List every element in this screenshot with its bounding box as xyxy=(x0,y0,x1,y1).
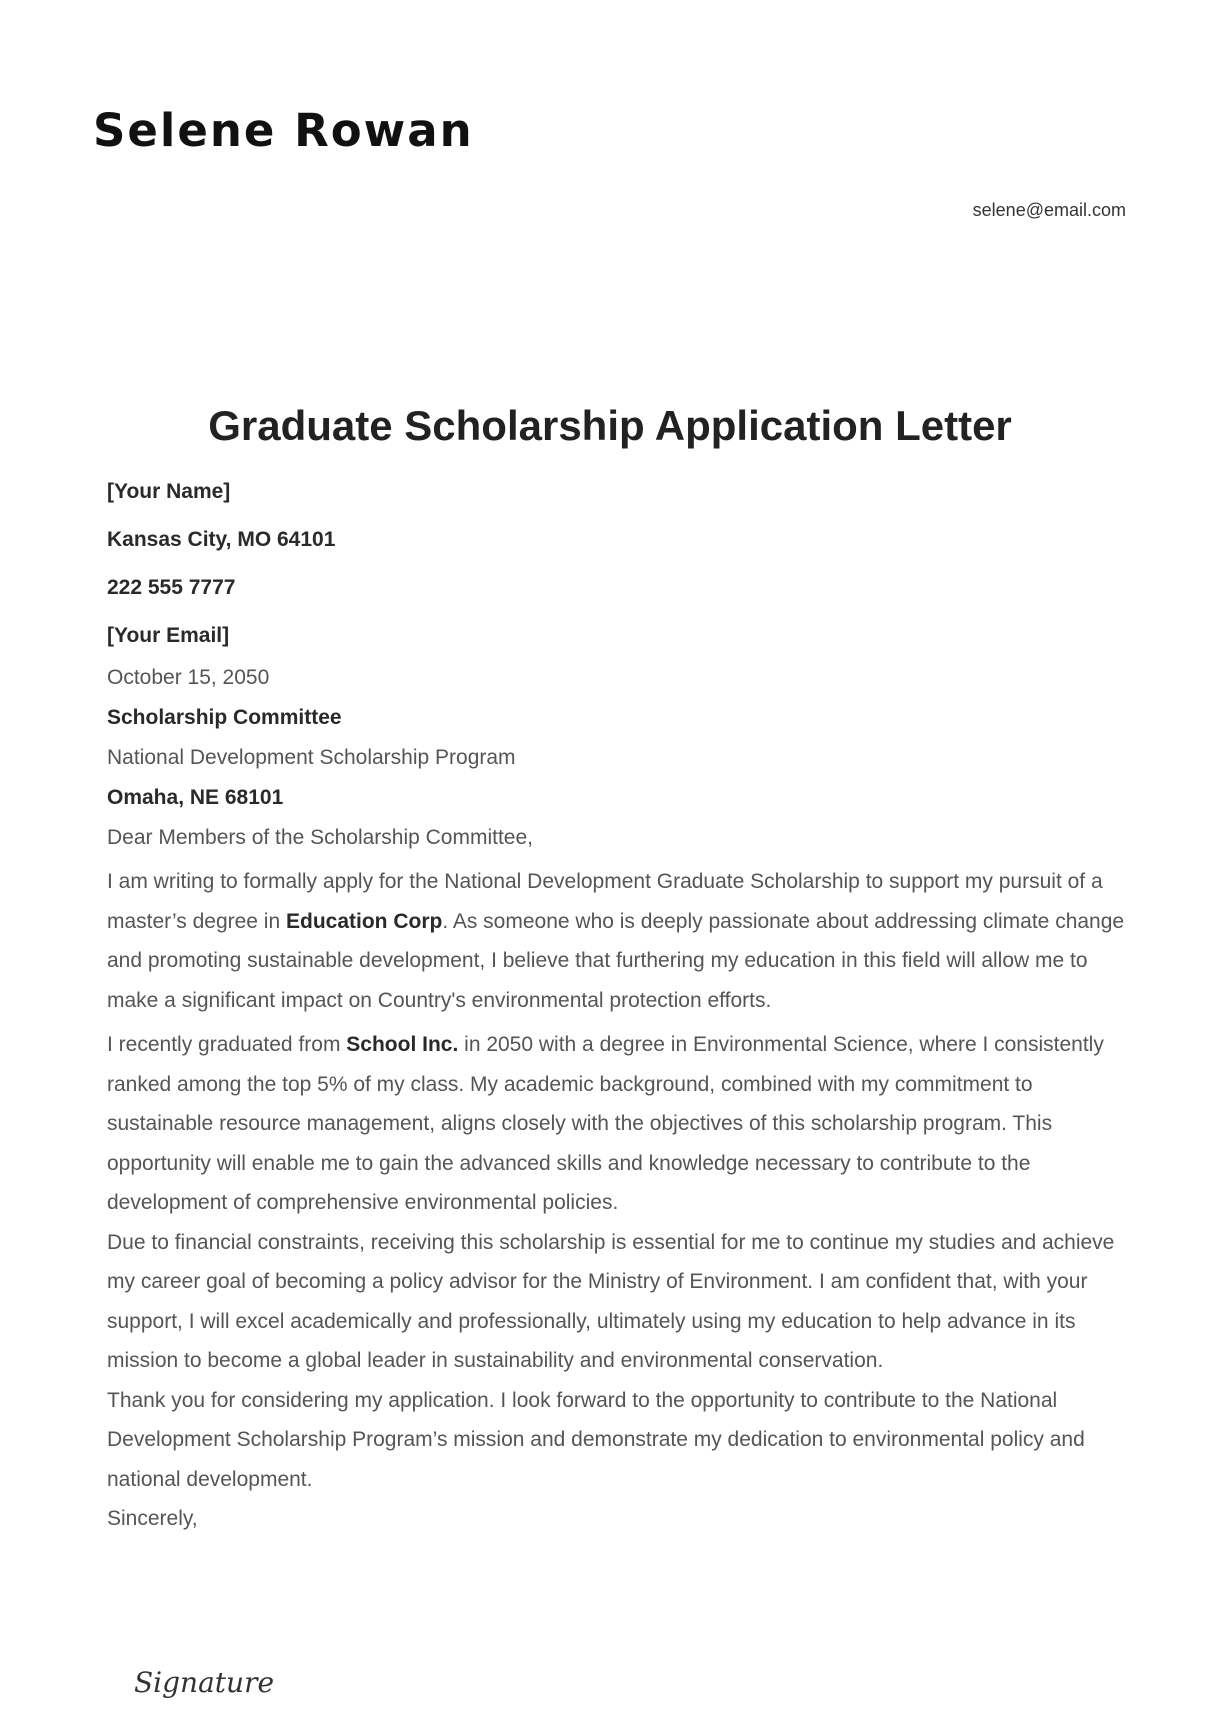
sender-phone: 222 555 7777 xyxy=(107,576,236,599)
salutation: Dear Members of the Scholarship Committee, xyxy=(107,826,533,849)
recipient-title: Scholarship Committee xyxy=(107,706,342,729)
letter-title: Graduate Scholarship Application Letter xyxy=(208,402,1012,449)
school-name: School Inc. xyxy=(346,1033,459,1056)
signature-image xyxy=(130,1658,280,1708)
paragraph-intro-text-2: . As someone who is deeply passionate about addressing climate change and promoting sustainable development, I believe that furthering my education in this field will allow me to make a significant impact on Country's environmental protection efforts. xyxy=(107,909,1125,1012)
sender-email: [Your Email] xyxy=(107,624,230,647)
sender-block xyxy=(107,476,1127,662)
closing: Sincerely, xyxy=(107,1507,198,1530)
degree-field: Education Corp xyxy=(285,909,443,933)
sender-address: Kansas City, MO 64101 xyxy=(107,528,336,551)
letter-body xyxy=(107,476,1127,1539)
signature-text: Signature xyxy=(134,1666,275,1699)
paragraph-financial: Due to financial constraints, receiving this scholarship is essential for me to continue my studies and achieve my career goal of becoming a policy advisor for the Ministry of Environment. I am confident that, with your support, I will excel academically and professionally, ultimately using my education to help advance in its mission to become a global leader in sustainability and environmental conservation. xyxy=(107,1230,1115,1372)
paragraph-background xyxy=(107,1025,1127,1223)
header-name: Selene Rowan xyxy=(93,104,474,157)
recipient-address: Omaha, NE 68101 xyxy=(107,786,284,809)
sender-name: [Your Name] xyxy=(107,480,231,503)
paragraph-intro xyxy=(107,862,1127,1020)
paragraph-background-text-1: I recently graduated from xyxy=(107,1033,347,1056)
recipient-block xyxy=(107,662,1127,862)
recipient-organization: National Development Scholarship Program xyxy=(107,746,516,769)
header-email: selene@email.com xyxy=(972,200,1126,220)
paragraph-intro-text-1: I am writing to formally apply for the National Development Graduate Scholarship to support my pursuit of a master’s degree in xyxy=(107,870,1103,933)
paragraph-thanks: Thank you for considering my application. I look forward to the opportunity to contribute to the National Development Scholarship Program’s mission and demonstrate my dedication to environmental policy and national development. xyxy=(107,1388,1085,1491)
paragraph-background-text-2: in 2050 with a degree in Environmental Science, where I consistently ranked among the top 5% of my class. My academic background, combined with my commitment to sustainable resource management, aligns closely with the objectives of this scholarship program. This opportunity will enable me to gain the advanced skills and knowledge necessary to contribute to the development of comprehensive environmental policies. xyxy=(107,1033,1104,1214)
letter-date: October 15, 2050 xyxy=(107,666,270,689)
